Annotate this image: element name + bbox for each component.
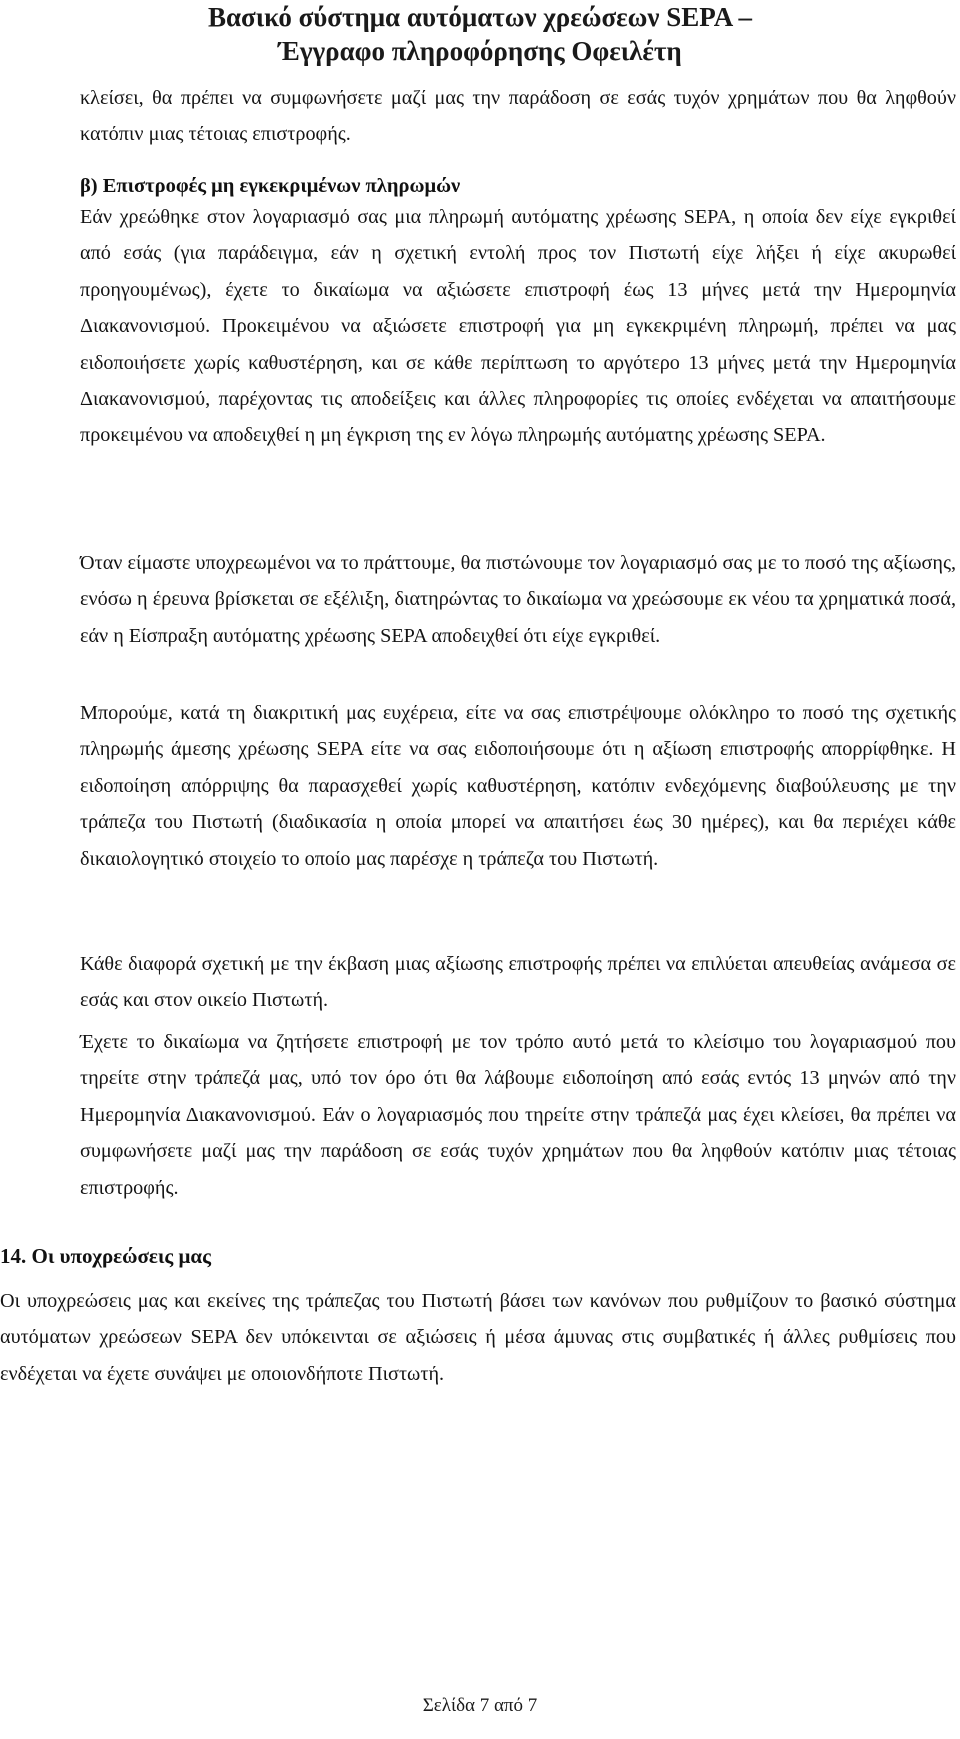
subheading-unauthorized-refunds: β) Επιστροφές μη εγκεκριμένων πληρωμών <box>80 175 461 197</box>
paragraph-refund-after-account-closure: Έχετε το δικαίωμα να ζητήσετε επιστροφή με τον τρόπο αυτό μετά το κλείσιμο του λογαριασμού που τηρείτε στην τράπεζά μας, υπό τον όρο ότι θα λάβουμε ειδοποίηση από εσάς εντός 13 μηνών από την Ημερομηνία Διακανονισμού. Εάν ο λογαριασμός που τηρείτε στην τράπεζά μας έχει κλείσει, θα πρέπει να συμφωνήσετε μαζί μας την παράδοση σε εσάς τυχόν χρημάτων που θα ληφθούν κατόπιν μιας τέτοιας επιστροφής. <box>80 1031 956 1199</box>
paragraph-unauthorized-refund-right: Εάν χρεώθηκε στον λογαριασμό σας μια πληρωμή αυτόματης χρέωσης SEPA, η οποία δεν είχε εγκριθεί από εσάς (για παράδειγμα, εάν η σχετική εντολή προς τον Πιστωτή είχε λήξει ή είχε ακυρωθεί προηγουμένως), έχετε το δικαίωμα να αξιώσετε επιστροφή έως 13 μήνες μετά την Ημερομηνία Διακανονισμού. Προκειμένου να αξιώσετε επιστροφή για μη εγκεκριμένη πληρωμή, πρέπει να μας ειδοποιήσετε χωρίς καθυστέρηση, και σε κάθε περίπτωση το αργότερο 13 μήνες μετά την Ημερομηνία Διακανονισμού, παρέχοντας τις αποδείξεις και άλλες πληροφορίες τις οποίες ενδέχεται να απαιτήσουμε προκειμένου να αποδειχθεί η μη έγκριση της εν λόγω πληρωμής αυτόματης χρέωσης SEPA. <box>80 206 956 447</box>
paragraph-refund-or-rejection: Μπορούμε, κατά τη διακριτική μας ευχέρεια, είτε να σας επιστρέψουμε ολόκληρο το ποσό της σχετικής πληρωμής άμεσης χρέωσης SEPA είτε να σας ειδοποιήσουμε ότι η αξίωση επιστροφής απορρίφθηκε. Η ειδοποίηση απόρριψης θα παρασχεθεί χωρίς καθυστέρηση, κατόπιν ενδεχόμενης διαβούλευσης με την τράπεζα του Πιστωτή (διαδικασία η οποία μπορεί να απαιτήσει έως 30 ημέρες), και θα περιέχει κάθε δικαιολογητικό στοιχείο το οποίο μας παρέσχε η τράπεζα του Πιστωτή. <box>80 702 956 870</box>
document-header <box>0 0 960 68</box>
header-title-line-2: Έγγραφο πληροφόρησης Οφειλέτη <box>278 36 682 66</box>
section-14-body: Οι υποχρεώσεις μας και εκείνες της τράπεζας του Πιστωτή βάσει των κανόνων που ρυθμίζουν το βασικό σύστημα αυτόματων χρεώσεων SEPA δεν υπόκεινται σε αξιώσεις ή μέσα άμυνας στις συμβατικές ή άλλες ρυθμίσεις που ενδέχεται να έχετε συνάψει με οποιονδήποτε Πιστωτή. <box>0 1290 956 1385</box>
continuation-paragraph: κλείσει, θα πρέπει να συμφωνήσετε μαζί μας την παράδοση σε εσάς τυχόν χρημάτων που θα ληφθούν κατόπιν μιας τέτοιας επιστροφής. <box>80 87 956 146</box>
paragraph-dispute-resolution: Κάθε διαφορά σχετική με την έκβαση μιας αξίωσης επιστροφής πρέπει να επιλύεται απευθείας ανάμεσα σε εσάς και στον οικείο Πιστωτή. <box>80 953 956 1012</box>
page-number: Σελίδα 7 από 7 <box>422 1695 538 1716</box>
paragraph-credit-during-investigation: Όταν είμαστε υποχρεωμένοι να το πράττουμε, θα πιστώνουμε τον λογαριασμό σας με το ποσό της αξίωσης, ενόσω η έρευνα βρίσκεται σε εξέλιξη, διατηρώντας το δικαίωμα να χρεώσουμε εκ νέου τα χρηματικά ποσά, εάν η Είσπραξη αυτόματης χρέωσης SEPA αποδειχθεί ότι είχε εγκριθεί. <box>80 552 956 647</box>
section-14-heading: 14. Οι υποχρεώσεις μας <box>0 1244 212 1268</box>
header-title-line-1: Βασικό σύστημα αυτόματων χρεώσεων SEPA – <box>207 2 753 32</box>
